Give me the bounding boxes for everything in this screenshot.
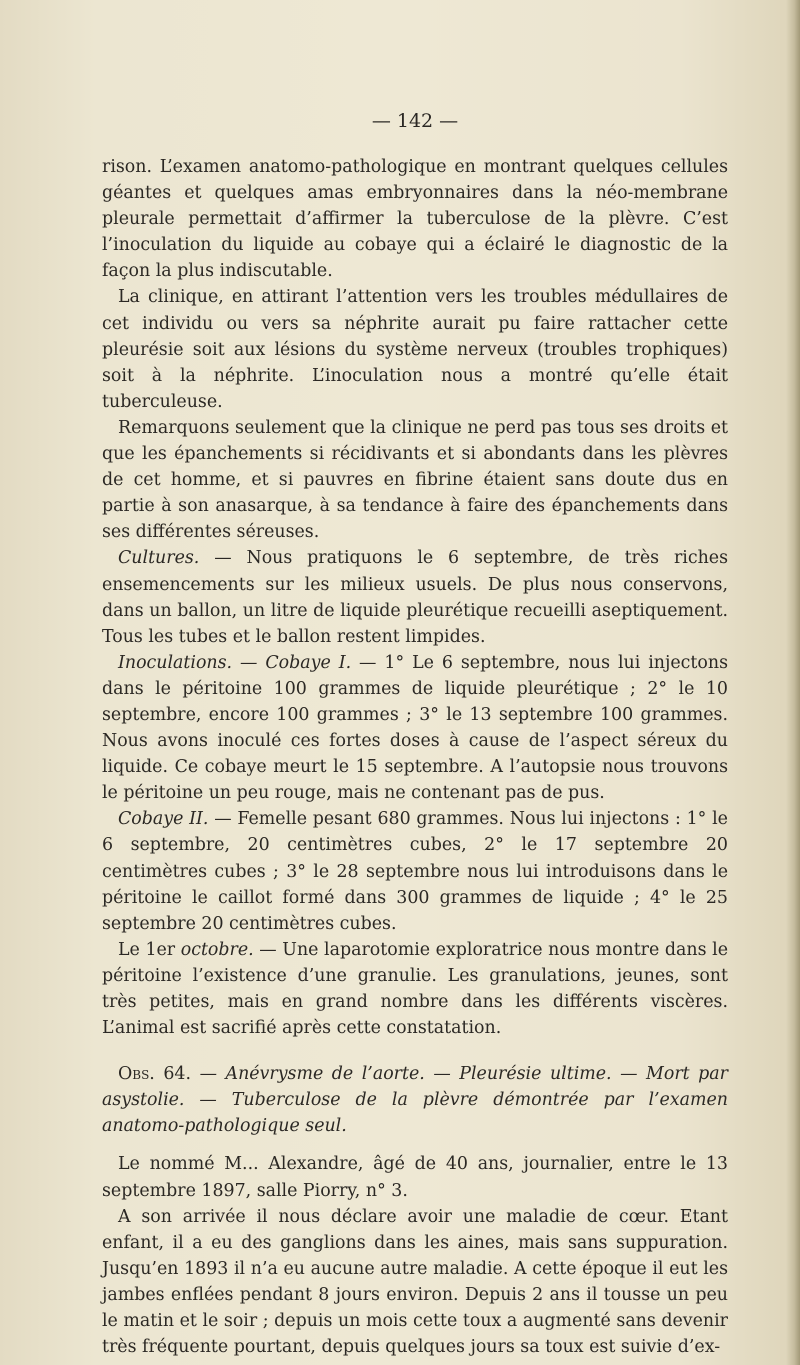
observation-heading <box>102 1061 728 1139</box>
paragraph-lead: Cultures. <box>118 548 200 569</box>
paragraph-text: A son arrivée il nous déclare avoir une maladie de cœur. Etant enfant, il a eu des ganglions dans les aines, mais sans suppuration. Jusqu’en 1893 il n’a eu aucune autre maladie. A cette époque il eut les jambes enflées pendant 8 jours environ. Depuis 2 ans il tousse un peu le matin et le soir ; depuis un mois cette toux a augmenté sans devenir très fréquente pourtant, depuis quelques jours sa toux est suivie d’ex- <box>102 1206 728 1358</box>
paragraph-lead: octobre. <box>180 939 254 960</box>
paragraph-text: Remarquons seulement que la clinique ne perd pas tous ses droits et que les épanchements si récidivants et si abondants dans les plèvres de cet homme, et si pauvres en fibrine étaient sans doute dus en partie à son anasarque, à sa tendance à faire des épanchements dans ses différentes séreuses. <box>102 417 728 543</box>
paragraph-3 <box>102 415 728 545</box>
paragraph-text: Le nommé M... Alexandre, âgé de 40 ans, journalier, entre le 13 septembre 1897, salle Piorry, n° 3. <box>102 1154 728 1201</box>
paragraph-patient <box>102 1151 728 1203</box>
paragraph-text: — Femelle pesant 680 grammes. Nous lui injectons : 1° le 6 septembre, 20 centimètres cubes, 2° le 17 septembre 20 centimètres cubes ; 3° le 28 septembre nous lui introduisons dans le péritoine le caillot formé dans 300 grammes de liquide ; 4° le 25 septembre 20 centimètres cubes. <box>102 809 728 934</box>
paragraph-text: — Nous pratiquons le 6 septembre, de très riches ensemencements sur les milieux usuels. De plus nous conservons, dans un ballon, un litre de liquide pleurétique recueilli aseptiquement. Tous les tubes et le ballon restent limpides. <box>102 548 728 647</box>
paragraph-octobre <box>102 937 728 1041</box>
paragraph-text: rison. L’examen anatomo-pathologique en montrant quelques cellules géantes et quelques amas embryonnaires dans la néo-membrane pleurale permettait d’affirmer la tuberculose de la plèvre. C’est l’inoculation du liquide au cobaye qui a éclairé le diagnostic de la façon la plus indiscutable. <box>102 157 728 282</box>
paragraph-pre: Le 1er <box>118 939 181 960</box>
page-number: — 142 — <box>371 110 459 132</box>
text-column <box>102 108 728 1360</box>
paragraph-1 <box>102 154 728 284</box>
paragraph-cobaye-2 <box>102 806 728 936</box>
section-gap <box>102 1041 728 1061</box>
paragraph-text: — 1° Le 6 septembre, nous lui injectons dans le péritoine 100 grammes de liquide pleurétique ; 2° le 10 septembre, encore 100 grammes ; 3° le 13 septembre 100 grammes. Nous avons inoculé ces fortes doses à cause de l’aspect séreux du liquide. Ce cobaye meurt le 15 septembre. A l’autopsie nous trouvons le péritoine un peu rouge, mais ne contenant pas de pus. <box>102 652 728 804</box>
paragraph-inoculations <box>102 650 728 807</box>
paragraph-lead: Inoculations. — Cobaye I. <box>118 652 352 673</box>
observation-label: Obs. 64. <box>118 1064 192 1085</box>
paragraph-history <box>102 1204 728 1361</box>
paragraph-text: La clinique, en attirant l’attention vers les troubles médullaires de cet individu ou vers sa néphrite aurait pu faire rattacher cette pleurésie soit aux lésions du système nerveux (troubles trophiques) soit à la néphrite. L’inoculation nous a montré qu’elle était tuberculeuse. <box>102 287 728 412</box>
paragraph-lead: Cobaye II. <box>118 809 209 830</box>
observation-title: — Anévrysme de l’aorte. — Pleurésie ultime. — Mort par asystolie. — Tuberculose de la plèvre démontrée par l’examen anatomo-pathologique seul. <box>102 1064 728 1137</box>
page-spine-shadow <box>786 0 800 1365</box>
paragraph-cultures <box>102 545 728 649</box>
paragraph-text: — Une laparotomie exploratrice nous montre dans le péritoine l’existence d’une granulie. Les granulations, jeunes, sont très petites, mais en grand nombre dans les différents viscères. L’animal est sacrifié après cette constatation. <box>102 939 728 1039</box>
paragraph-2 <box>102 284 728 414</box>
